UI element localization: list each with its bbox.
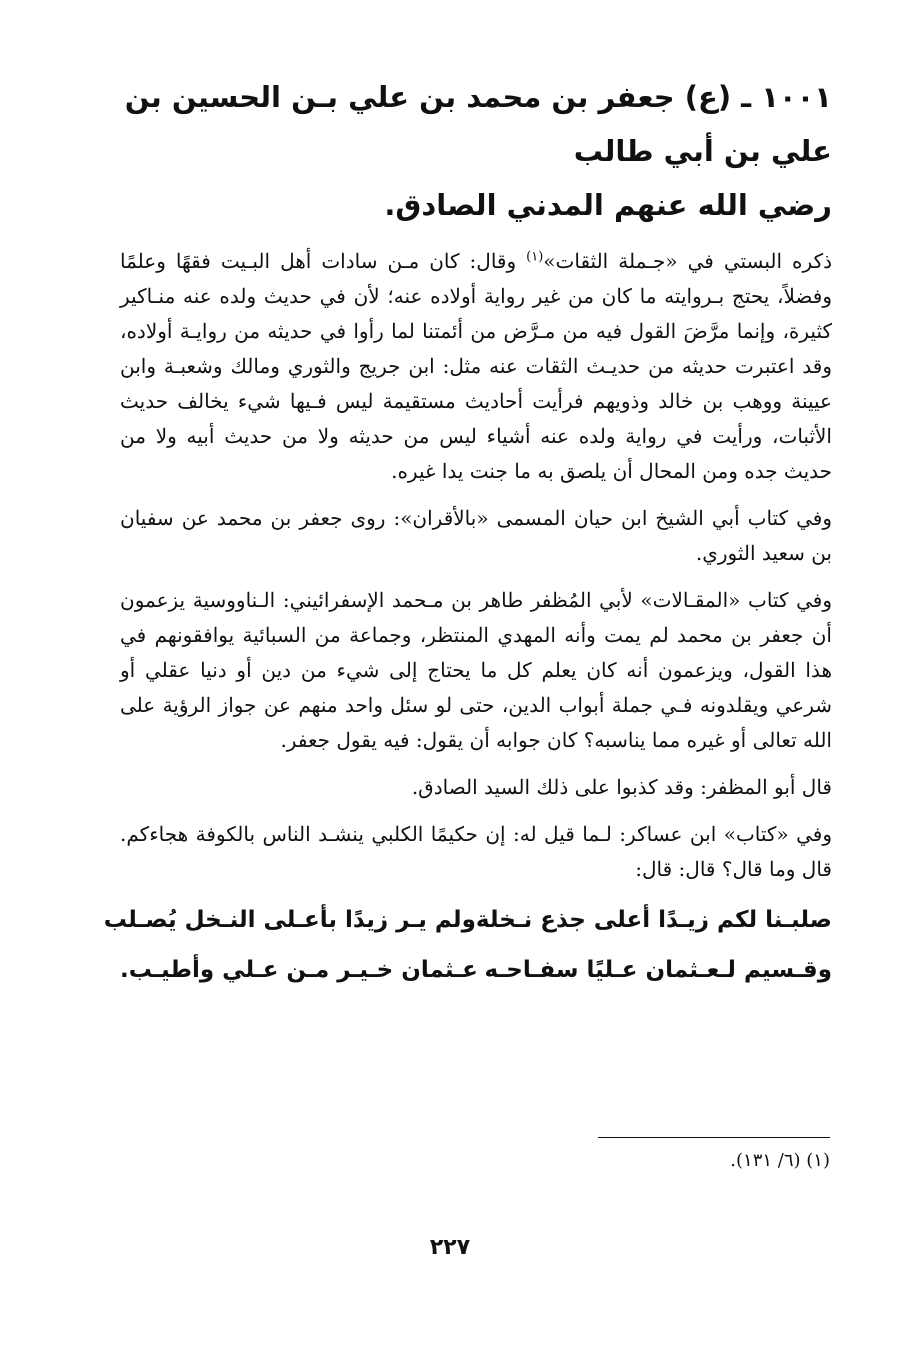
- poem-verse-2: [120, 945, 832, 995]
- poem-verse-1: [103, 895, 832, 945]
- paragraph-1-rest: وقال: كان مـن سادات أهل البـيت فقهًا وعلمًا وفضلاً، يحتج بـروايته ما كان من غير رواية أولاده عنه؛ لأن في حديث ولده عنه منـاكير كثيرة، وإنما مرَّضَ القول فيه من مـرَّض من أئمتنا لما رأوا في حديثه من روايـة أولاده، وقد اعتبرت حديثه من حديـث الثقات عنه مثل: ابن جريج والثوري ومالك وشعبـة وابن عيينة ووهب بن خالد وذويهم فرأيت أحاديث مستقيمة ليس فـيها شيء يخالف حديث الأثبات، ورأيت في رواية ولده عنه أشياء ليس من حديثه ولا من حديث أبيه ولا من حديث جده ومن المحال أن يلصق به ما جنت يدا غيره.: [120, 249, 832, 483]
- paragraph-1-start: ذكره البستي في «جـملة الثقات»: [543, 249, 832, 273]
- paragraph-4: قال أبو المظفر: وقد كذبوا على ذلك السيد الصادق.: [411, 775, 832, 799]
- paragraph-5: وفي «كتاب» ابن عساكر: لـما قيل له: إن حكيمًا الكلبي ينشـد الناس بالكوفة هجاءكم. قال وما قال؟ قال: قال:: [120, 822, 832, 881]
- page-number: ٢٢٧: [429, 1235, 471, 1260]
- paragraph-3: وفي كتاب «المقـالات» لأبي المُظفر طاهر بن مـحمد الإسفرائيني: الـناووسية يزعمون أن جعفر بن محمد لم يمت وأنه المهدي المنتظر، وجماعة من السبائية يوافقونهم في هذا القول، ويزعمون أنه كان يعلم كل ما يحتاج إلى شيء من دين أو دنيا عقلي أو شرعي ويقلدونه فـي جملة أبواب الدين، حتى لو سئل واحد منهم عن جواز الرؤية على الله تعالى أو غيره مما يناسبه؟ كان جوابه أن يقول: فيه يقول جعفر.: [120, 588, 832, 752]
- paragraph-1: [120, 244, 832, 489]
- paragraph-2: وفي كتاب أبي الشيخ ابن حيان المسمى «بالأقران»: روى جعفر بن محمد عن سفيان بن سعيد الثوري.: [120, 506, 832, 565]
- verse-1-first-hemistich: صلبـنا لكم زيـدًا أعلى جذع نـخلة: [475, 907, 832, 933]
- heading-line-1: ١٠٠١ ـ (ع) جعفر بن محمد بن علي بـن الحسين بن علي بن أبي طالب: [124, 80, 832, 168]
- footnote-reference: (١): [526, 249, 544, 265]
- footnote: (١) (٦/ ١٣١).: [730, 1150, 830, 1171]
- poem: [103, 895, 832, 995]
- entry-heading: [120, 70, 832, 232]
- verse-2-first-hemistich: وقـسيم لـعـثمان عـليًا سفـاحـه: [484, 957, 832, 983]
- verse-1-second-hemistich: ولم يـر زيدًا بأعـلى النـخل يُصـلب: [103, 907, 476, 933]
- verse-2-second-hemistich: عـثمان خـيـر مـن عـلي وأطيـب.: [120, 957, 478, 983]
- footnote-divider: [598, 1137, 830, 1138]
- page-body: [103, 70, 832, 995]
- heading-line-2: رضي الله عنهم المدني الصادق.: [384, 188, 832, 222]
